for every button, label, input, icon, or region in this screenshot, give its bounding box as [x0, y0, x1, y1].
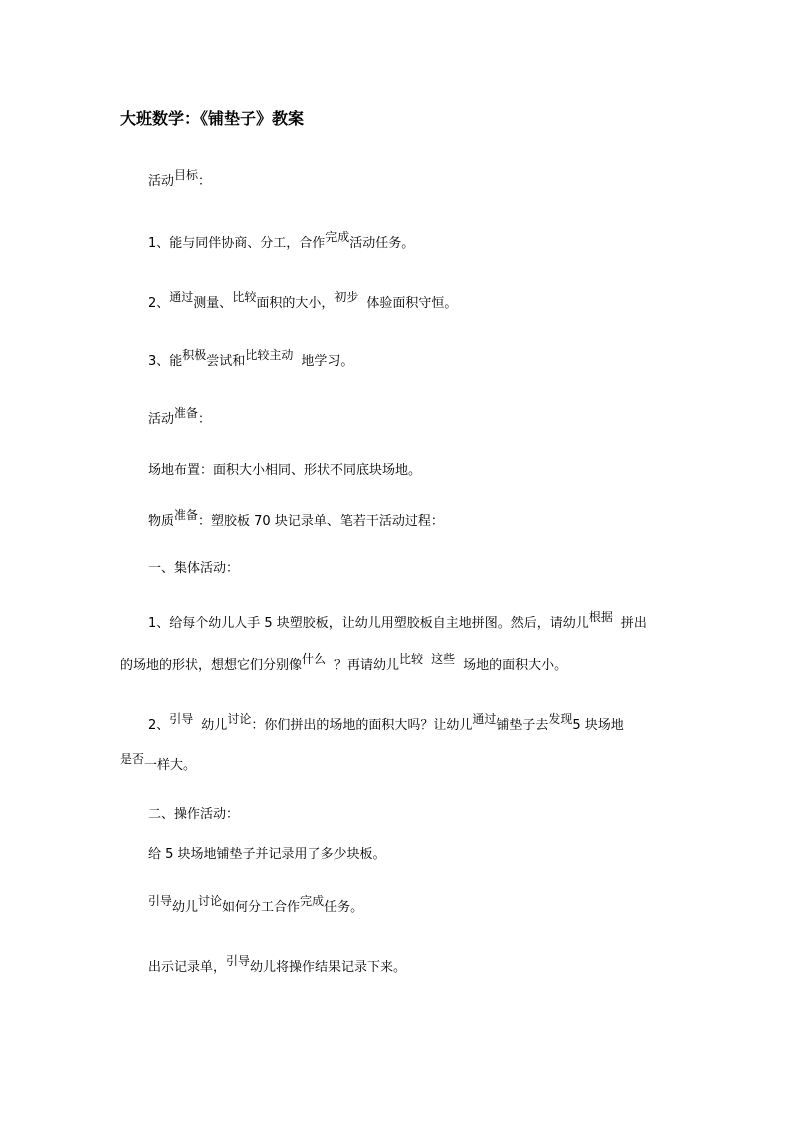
- goal-item-3: 3、能积极尝试和比较主动 地学习。: [148, 348, 354, 369]
- operation-item-3: 出示记录单，引导幼儿将操作结果记录下来。: [148, 954, 407, 975]
- prep-heading: 活动准备：: [148, 406, 212, 427]
- section-heading-2: 二、操作活动：: [148, 807, 240, 822]
- step-2-line-2: 是否一样大。: [120, 752, 197, 773]
- operation-item-2: 引导幼儿讨论如何分工合作完成任务。: [148, 894, 364, 915]
- goal-item-1: 1、能与同伴协商、分工，合作完成活动任务。: [148, 230, 415, 251]
- step-1-line-1: 1、给每个幼儿人手 5 块塑胶板，让幼儿用塑胶板自主地拼图。然后，请幼儿根据 拼出: [148, 610, 647, 631]
- goal-item-2: 2、通过测量、比较面积的大小，初步 体验面积守恒。: [148, 290, 458, 311]
- operation-item-1: 给 5 块场地铺垫子并记录用了多少块板。: [148, 847, 386, 862]
- step-1-line-2: 的场地的形状，想想它们分别像什么 ？再请幼儿比较 这些 场地的面积大小。: [120, 652, 568, 673]
- goals-heading: 活动目标：: [148, 168, 212, 189]
- materials: 物质准备：塑胶板 70 块记录单、笔若干活动过程：: [148, 508, 444, 529]
- site-layout: 场地布置：面积大小相同、形状不同底块场地。: [148, 463, 422, 478]
- step-2-line-1: 2、引导 幼儿讨论：你们拼出的场地的面积大吗？让幼儿通过铺垫子去发现5 块场地: [148, 712, 624, 733]
- document-title: 大班数学：《铺垫子》教案: [120, 109, 305, 128]
- section-heading-1: 一、集体活动：: [148, 561, 240, 576]
